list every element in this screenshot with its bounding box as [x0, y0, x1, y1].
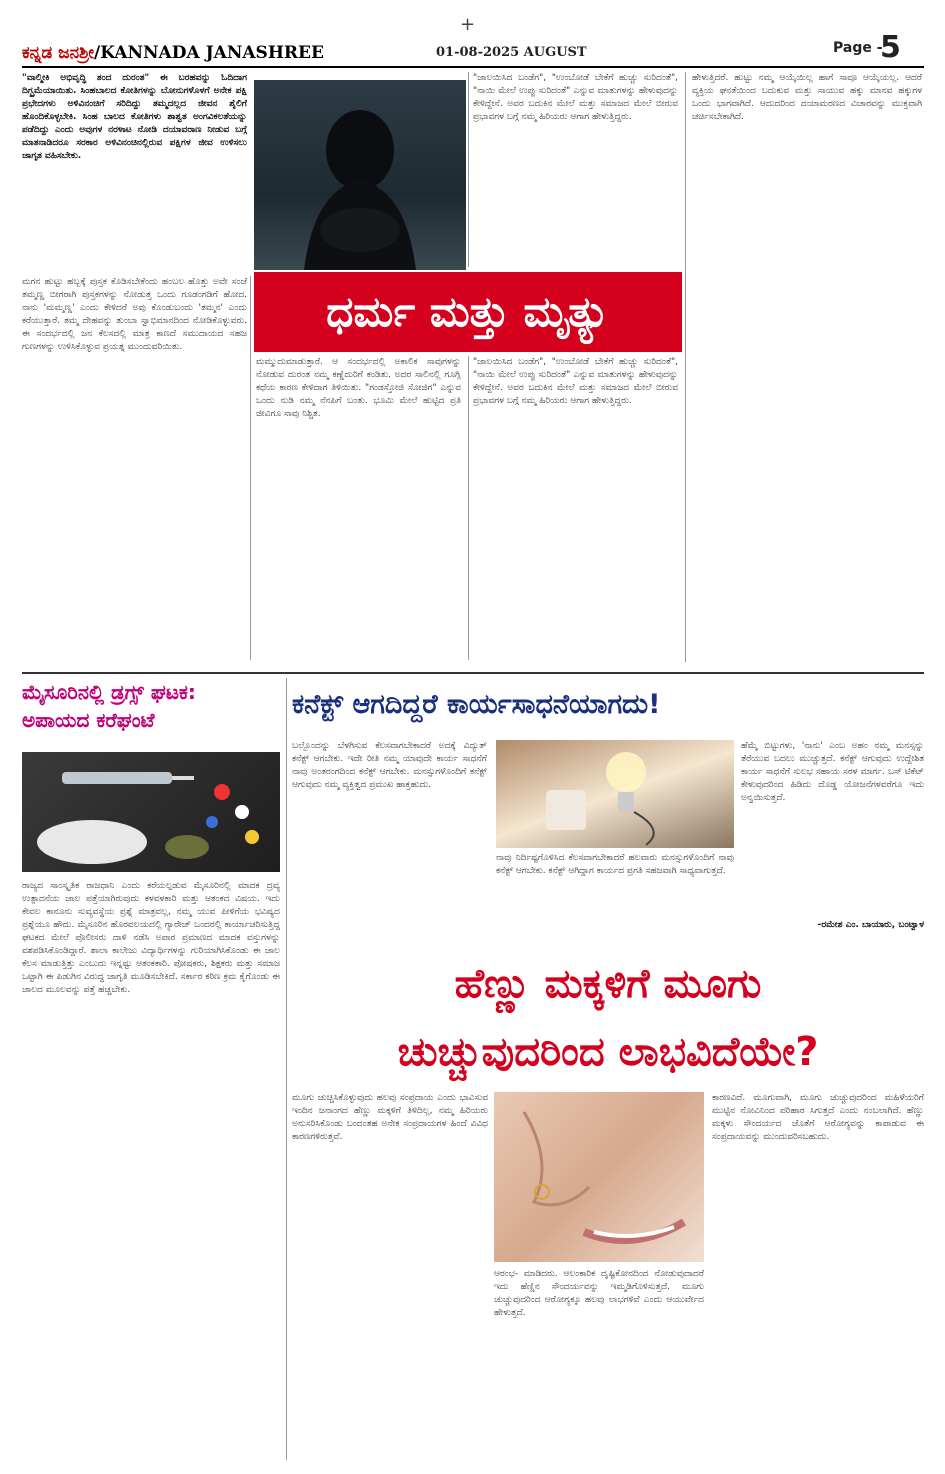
issue-date: 01-08-2025 AUGUST	[436, 45, 587, 60]
story1-col2: ಮಮ್ಮುದುಮಾಡುತ್ತಾರೆ. ಆ ಸಂದರ್ಭದಲ್ಲಿ ಅಕಾಲಿಕ ಸಾವುಗಳನ್ನು ನೋಡುವ ದುರಂತ ನಮ್ಮ ಕಣ್ಣೆದುರಿಗೆ ಕಂಡಿತು. ಅದರ ಸಾಲಿನಲ್ಲಿ ಗೂಗ್ಲಿ ಕಥೆಯ ಕಾರಣ ಕೇಳಿದಾಗ ತಿಳಿಯಿತು. "ಗಂಡಸ್ತೋಜಿ ಸೋಜಿಗ" ಎನ್ನುವ ಒಂದು ನುಡಿ ನಮ್ಮ ನೆನಪಿಗೆ ಬಂತು. ಭೂಮಿ ಮೇಲೆ ಹುಟ್ಟಿದ ಪ್ರತಿ ಜೀವಿಗೂ ಸಾವು ನಿಶ್ಚಿತ.	[256, 357, 461, 419]
story1-col4: ಹೇಳುತ್ತಿದರೆ. ಹುಟ್ಟು ನಮ್ಮ ಆಯ್ಕೆಯಿಲ್ಲ ಹಾಗೆ ಸಾವೂ ಆಯ್ಕೆಯಲ್ಲ. ಆದರೆ ವ್ಯಕ್ತಿಯ ಘನತೆಯಿಂದ ಬದುಕುವ ಮತ್ತು ಸಾಯುವ ಹಕ್ಕು ಮಾನವ ಹಕ್ಕುಗಳ ಒಂದು ಭಾಗವಾಗಿದೆ. ಆದುದರಿಂದ ದಯಾಮರಣದ ವಿಚಾರವನ್ನು ಮುಕ್ತವಾಗಿ ಚರ್ಚಿಸಬೇಕಾಗಿದೆ.	[692, 73, 922, 122]
story4-headline-line1: ಹೆಣ್ಣು ಮಕ್ಕಳಿಗೆ ಮೂಗು	[454, 961, 762, 1007]
brand-separator: /	[93, 43, 101, 63]
brand-kannada: ಕನ್ನಡ ಜನಶ್ರೀ	[22, 43, 94, 63]
column-divider	[286, 678, 287, 1460]
story1-intro	[22, 72, 247, 268]
story1-col1: ಮಗನ ಹುಟ್ಟು ಹಬ್ಬಕ್ಕೆ ಪುಸ್ತಕ ಕೊಡಿಸಬೇಕೆಂದು ಹಂಬಲ ಹೊತ್ತು ಅವೇ ಸಂಜೆ ತಮ್ಮಣ್ಣ ಬೀಗರಾಗಿ ಪುಸ್ತಕಗಳನ್ನು ನೋಡುತ್ತ ಒಂದು ಗೂಡಂಗಡಿಗೆ ಹೋದ. ನಾನು 'ಮಮ್ಮಣ್ಣ' ಎಂದು ಕೇಳಿದರೆ ಅವು ಕೊಂಡುಬಂದು 'ತಮ್ಮನ' ಎಂದು ಕರೆಯುತ್ತಾರೆ. ತಮ್ಮ ದೇಹವನ್ನು ತುಂಬಾ ಸ್ವಾಭಿಮಾನದಿಂದ ನೋಡಿಕೊಳ್ಳುವರು. ಈ ಸಂದರ್ಭದಲ್ಲಿ ಜನ ಕೆಲಸದಲ್ಲಿ ಮಾತ್ರ ಕಾಣದೆ ಸಮುದಾಯದ ಸಹಜ ಗುಣಗಳನ್ನು ಉಳಿಸಿಕೊಳ್ಳುವ ಪ್ರಯತ್ನ ಮುಂದುವರಿಯಿತು.	[22, 277, 247, 352]
story4-col2: ಆರಂಭ- ಮಾಡಿದರು. ಆಲಂಕಾರಿಕ ದೃಷ್ಟಿಕೋನದಿಂದ ನೋಡುವುದಾದರೆ ಇದು ಹೆಣ್ಣಿನ ಸೌಂದರ್ಯವನ್ನು ಇಮ್ಮಡಿಗೊಳಿಸುತ್ತದೆ. ಮೂಗು ಚುಚ್ಚುವುದರಿಂದ ಆರೋಗ್ಯಕ್ಕೂ ಹಲವು ಲಾಭಗಳಿವೆ ಎಂದು ಆಯುರ್ವೇದ ಹೇಳುತ್ತದೆ.	[494, 1269, 704, 1318]
story1-intro-text: "ವಾಲ್ಮೀಕಿ ಅಭಿವೃದ್ಧಿ ತಂದ ದುರಂತ" ಈ ಬರಹವನ್ನು ಓದಿದಾಗ ದಿಗ್ಭ್ರಮೆಯಾಯಿತು. ಸಿಂಹಬಾಲದ ಕೋತಿಗಳನ್ನು ಬೋನುಗಳೊಳಗೆ ಅನೇಕ ಪಕ್ಷಿ ಪ್ರಭೇದಗಳು ಅಳಿವಿನಂಚಿಗೆ ಸರಿದಿದ್ದು ತಮ್ಮದಲ್ಲದ ಜೀವನ ಶೈಲಿಗೆ ಹೊಂದಿಕೊಳ್ಳಬೇಕಿ. ಸಿಂಹ ಬಾಲದ ಕೋತಿಗಳು ಶಾಶ್ವತ ಅಂಗವಿಕಲತೆಯನ್ನು ಪಡೆದಿದ್ದು ಎಂದು ಅವುಗಳ ನರಳಾಟ ನೋಡಿ ದಯಾವರಾಣ ನೀಡುವ ಬಗ್ಗೆ ಮಾತನಾಡಿದರೂ ಸರಕಾರ ಅಳಿವಿನಂಚಿನಲ್ಲಿರುವ ಪಕ್ಷಿಗಳ ಜೀವ ಉಳಿಸಲು ಜಾಗೃತ ವಹಿಸಬೇಕು.	[22, 73, 247, 161]
bulb-plug-image	[496, 740, 734, 848]
column-divider	[468, 72, 469, 267]
column-divider	[685, 72, 686, 662]
hooded-figure-image	[254, 80, 466, 270]
story3-byline: -ರಮೇಶ ಎಂ. ಬಾಯಾರು, ಬಂಟ್ವಾಳ	[817, 920, 924, 930]
story2-body: ರಾಜ್ಯದ ಸಾಂಸ್ಕೃತಿಕ ರಾಜಧಾನಿ ಎಂದು ಕರೆಯಲ್ಪಡುವ ಮೈಸೂರಿನಲ್ಲಿ ಮಾದಕ ದ್ರವ್ಯ ಉತ್ಪಾದನೆಯ ಜಾಲ ಪತ್ತೆಯಾಗಿರುವುದು ಕಳವಳಕಾರಿ ಮತ್ತು ಆತಂಕದ ವಿಷಯ. ಇದು ಕೇವಲ ಕಾನೂನು ಸುವ್ಯವಸ್ಥೆಯ ಪ್ರಶ್ನೆ ಮಾತ್ರವಲ್ಲ, ನಮ್ಮ ಯುವ ಪೀಳಿಗೆಯ ಭವಿಷ್ಯದ ಪ್ರಶ್ನೆಯೂ ಹೌದು. ಮೈಸೂರಿನ ಹೊರವಲಯದಲ್ಲಿ ಗ್ಯಾರೇಜ್ ಒಂದರಲ್ಲಿ ಕಾರ್ಯಾಚರಿಸುತ್ತಿದ್ದ ಘಟಕದ ಮೇಲೆ ಪೊಲೀಸರು ದಾಳಿ ನಡೆಸಿ ಅಪಾರ ಪ್ರಮಾಣದ ಮಾದಕ ವಸ್ತುಗಳನ್ನು ವಶಪಡಿಸಿಕೊಂಡಿದ್ದಾರೆ. ಶಾಲಾ ಕಾಲೇಜು ವಿದ್ಯಾರ್ಥಿಗಳನ್ನು ಗುರಿಯಾಗಿಸಿಕೊಂಡು ಈ ಜಾಲ ಕೆಲಸ ಮಾಡುತ್ತಿತ್ತು ಎಂಬುದು ಇನ್ನಷ್ಟು ಆತಂಕಕಾರಿ. ಪೋಷಕರು, ಶಿಕ್ಷಕರು ಮತ್ತು ಸಮಾಜ ಒಟ್ಟಾಗಿ ಈ ಪಿಡುಗಿನ ವಿರುದ್ಧ ಜಾಗೃತಿ ಮೂಡಿಸಬೇಕಿದೆ. ಸರ್ಕಾರ ಕಠಿಣ ಕ್ರಮ ಕೈಗೊಂಡು ಈ ಜಾಲದ ಮೂಲವನ್ನು ಪತ್ತೆ ಹಚ್ಚಬೇಕು.	[22, 881, 280, 995]
column-divider	[468, 356, 469, 660]
story2-headline-line2: ಅಪಾಯದ ಕರೆಘಂಟೆ	[22, 708, 155, 732]
story1-col3: "ಜಾಲಯಿಸಿದ ಬಂಡೆಗ", "ಉಂಬೋಡೆ ಬೇಕೆಗೆ ಹುಚ್ಚು ಸುರಿದಂತೆ", "ನಾಯಿ ಮೇಲೆ ಉಪ್ಪು ಸುರಿದಂತೆ" ಎನ್ನುವ ಮಾತುಗಳನ್ನು ಹೇಳುವುದನ್ನು ಕೇಳಿದ್ದೇನೆ. ಅವರ ಬದುಕಿನ ಮೇಲೆ ಮತ್ತು ಸಮಾಜದ ಮೇಲೆ ಬೀರುವ ಪ್ರಭಾವಗಳ ಬಗ್ಗೆ ನಮ್ಮ ಹಿರಿಯರು ಆಗಾಗ ಹೇಳುತ್ತಿದ್ದರು.	[473, 73, 678, 122]
story3-col2: ನಾವು ನಿರ್ದಿಷ್ಟಗೊಳಿಸಿದ ಕೆಲಸವಾಗಬೇಕಾದರೆ ಹಲವಾರು ಮನಸ್ಸುಗಳೊಂದಿಗೆ ನಾವು ಕನೆಕ್ಟ್ ಆಗಬೇಕು. ಕನೆಕ್ಟ್ ಆಗಿದ್ದಾಗ ಕಾರ್ಯದ ಪ್ರಗತಿ ಸಹಜವಾಗಿ ಸಾಧ್ಯವಾಗುತ್ತದೆ.	[496, 853, 734, 876]
story2-headline	[22, 678, 280, 744]
story1-headline: ಧರ್ಮ ಮತ್ತು ಮೃತ್ಯು	[254, 272, 682, 352]
nose-ring-image	[494, 1092, 704, 1262]
masthead	[0, 0, 945, 78]
page-number: 5	[880, 30, 901, 65]
story2-headline-line1: ಮೈಸೂರಿನಲ್ಲಿ ಡ್ರಗ್ಸ್ ಘಟಕ:	[22, 680, 196, 704]
story3-col3: ಹೆಮ್ಮೆ ಬಿಟ್ಟುಗಳು, 'ನಾನು' ಎಂಬ ಅಹಂ ನಮ್ಮ ಮನಸ್ಸನ್ನು ತೆರೆಯುವ ಬದಲು ಮುಚ್ಚುತ್ತದೆ. ಕನೆಕ್ಟ್ ಆಗುವುದು ಉದ್ದೇಶಿತ ಕಾರ್ಯ ಸಾಧನೆಗೆ ಸುಲಭ ಸಹಾಯ ಸರಳ ಮಾರ್ಗ. ಬಸ್ ಟಿಕೆಟ್ ಕೇಳುವುದರಿಂದ ಹಿಡಿದು ದೊಡ್ಡ ಯೋಜನೆಗಳವರೆಗೂ ಇದು ಅನ್ವಯಿಸುತ್ತದೆ.	[741, 741, 924, 803]
story1-col2b: "ಜಾಲಯಿಸಿದ ಬಂಡೆಗ", "ಉಂಬೋಡೆ ಬೇಕೆಗೆ ಹುಚ್ಚು ಸುರಿದಂತೆ", "ನಾಯಿ ಮೇಲೆ ಉಪ್ಪು ಸುರಿದಂತೆ" ಎನ್ನುವ ಮಾತುಗಳನ್ನು ಹೇಳುವುದನ್ನು ಕೇಳಿದ್ದೇನೆ. ಅವರ ಬದುಕಿನ ಮೇಲೆ ಮತ್ತು ಸಮಾಜದ ಮೇಲೆ ಬೀರುವ ಪ್ರಭಾವಗಳ ಬಗ್ಗೆ ನಮ್ಮ ಹಿರಿಯರು ಆಗಾಗ ಹೇಳುತ್ತಿದ್ದರು.	[473, 357, 678, 406]
brand-english: KANNADA JANASHREE	[100, 43, 324, 63]
register-mark-icon: +	[460, 14, 476, 35]
section-rule	[22, 672, 924, 674]
brand	[22, 43, 324, 63]
drugs-image	[22, 752, 280, 872]
story4-headline-line2: ಚುಚ್ಚುವುದರಿಂದ ಲಾಭವಿದೆಯೇ?	[397, 1029, 819, 1075]
story4-col1: ಮೂಗು ಚುಚ್ಚಿಸಿಕೊಳ್ಳುವುದು ಹಲವು ಸಂಪ್ರದಾಯ ಎಂದು ಭಾವಿಸುವ ಇಂದಿನ ಜನಾಂಗದ ಹೆಣ್ಣು ಮಕ್ಕಳಿಗೆ ತಿಳಿದಿಲ್ಲ, ನಮ್ಮ ಹಿರಿಯರು ಅನುಸರಿಸಿಕೊಂಡು ಬಂದಂತಹ ಅನೇಕ ಸಂಪ್ರದಾಯಗಳ ಹಿಂದೆ ವಿವಿಧ ಕಾರಣಗಳಿರುತ್ತವೆ.	[292, 1093, 488, 1142]
story4-col3: ಕಾರಣವಿದೆ. ಮೂಗುವಾಗಿ, ಮೂಗು ಚುಚ್ಚುವುದರಿಂದ ಮಹಿಳೆಯರಿಗೆ ಮುಟ್ಟಿನ ನೋವಿನಿಂದ ಪರಿಹಾರ ಸಿಗುತ್ತದೆ ಎಂದು ನಂಬಲಾಗಿದೆ. ಹೆಣ್ಣು ಮಕ್ಕಳು ಸೌಂದರ್ಯದ ಜೊತೆಗೆ ಆರೋಗ್ಯವನ್ನು ಕಾಪಾಡುವ ಈ ಸಂಪ್ರದಾಯವನ್ನು ಮುಂದುವರಿಸಬಹುದು.	[712, 1093, 924, 1142]
story3-headline: ಕನೆಕ್ಟ್ ಆಗದಿದ್ದರೆ ಕಾರ್ಯಸಾಧನೆಯಾಗದು!	[292, 689, 661, 720]
page-label: Page -	[833, 40, 883, 56]
masthead-rule	[22, 66, 924, 68]
story3-col1: ಬಲ್ಬೊಂದನ್ನು ಬೆಳಗಿಸುವ ಕೆಲಸವಾಗಬೇಕಾದರೆ ಅದಕ್ಕೆ ವಿದ್ಯುತ್ ಕನೆಕ್ಟ್ ಆಗಬೇಕು. ಇದೇ ರೀತಿ ನಮ್ಮ ಯಾವುದೇ ಕಾರ್ಯ ಸಾಧನೆಗೆ ನಾವು ಅಂತರಂಗದಿಂದ ಕನೆಕ್ಟ್ ಆಗಬೇಕು. ಮನಸ್ಸುಗಳೊಂದಿಗೆ ಕನೆಕ್ಟ್ ಆಗುವುದು ನಮ್ಮ ವ್ಯಕ್ತಿತ್ವದ ಪ್ರಮುಖ ಹಾಕ್ತಹುದು.	[292, 741, 487, 790]
column-divider	[250, 276, 251, 660]
